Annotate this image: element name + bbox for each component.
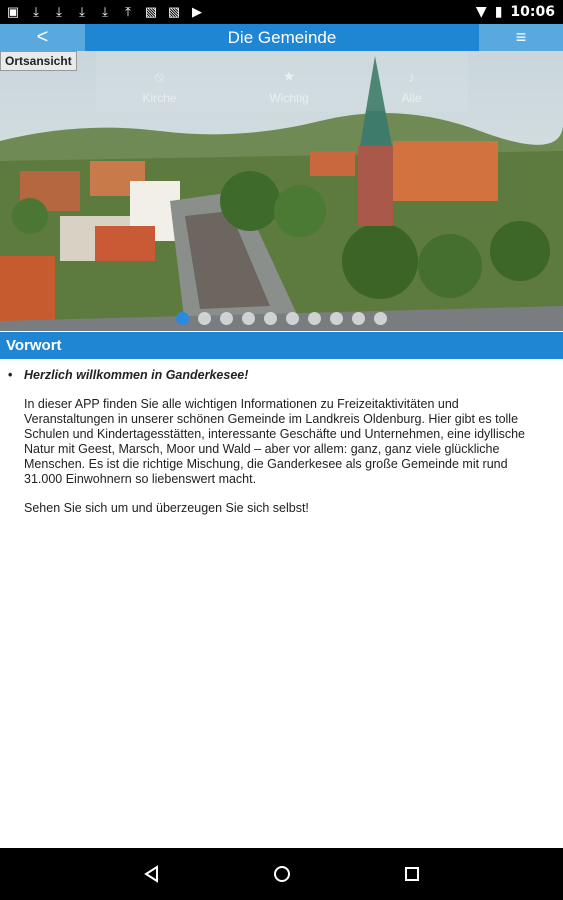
carousel-dot[interactable] bbox=[264, 312, 277, 325]
ghost-item-label: Wichtig bbox=[269, 91, 309, 105]
play-store-icon: ▶ bbox=[192, 4, 202, 19]
star-icon: ★ bbox=[282, 68, 296, 84]
image-icon: ▣ bbox=[6, 4, 20, 19]
system-icons bbox=[476, 4, 555, 20]
photo-icon: ▧ bbox=[167, 4, 181, 19]
home-circle-icon bbox=[272, 864, 292, 884]
notification-icons bbox=[6, 4, 204, 20]
hidden-filter-menu bbox=[96, 51, 468, 111]
foreword-content bbox=[0, 368, 563, 516]
status-time: 10:06 bbox=[510, 4, 555, 20]
carousel-dot[interactable] bbox=[176, 312, 189, 325]
intro-paragraph: In dieser APP finden Sie alle wichtigen Informationen zu Freizeitaktivitäten und Veranstaltungen in unserer schönen Gemeinde im Landkreis Oldenburg. Hier gibt es tolle Schulen und Kindertagesstätten, interessante Geschäfte und Unternehmen, eine idyllische Natur mit Geest, Marsch, Moor und Wald – aber vor allem: ganz, ganz viele glückliche Menschen. Es ist die richtige Mischung, die Ganderkesee als große Gemeinde mit rund 31.000 Einwohnern so liebenswert macht. bbox=[24, 397, 526, 486]
wifi-icon: ▼ bbox=[475, 4, 487, 20]
section-title: Vorwort bbox=[0, 332, 563, 359]
ban-icon: ⦸ bbox=[154, 68, 165, 84]
app-bar bbox=[0, 24, 563, 51]
system-nav-bar bbox=[0, 848, 563, 900]
menu-button[interactable]: ≡ bbox=[515, 27, 527, 47]
nav-recent-button[interactable] bbox=[392, 854, 432, 894]
back-triangle-icon bbox=[143, 865, 161, 883]
ghost-item-label: Kirche bbox=[142, 91, 177, 105]
carousel-dot[interactable] bbox=[286, 312, 299, 325]
download-icon: ⤓ bbox=[102, 4, 108, 19]
list-item bbox=[8, 368, 549, 383]
carousel-dot[interactable] bbox=[308, 312, 321, 325]
download-icon: ⤓ bbox=[56, 4, 62, 19]
ghost-item-wichtig bbox=[269, 68, 308, 105]
carousel-dot[interactable] bbox=[352, 312, 365, 325]
battery-icon: ▮ bbox=[494, 4, 503, 20]
image-carousel[interactable] bbox=[0, 51, 563, 331]
carousel-dot[interactable] bbox=[242, 312, 255, 325]
ghost-item-label: Alle bbox=[401, 91, 422, 105]
welcome-heading: Herzlich willkommen in Ganderkesee! bbox=[24, 368, 249, 382]
nav-home-button[interactable] bbox=[262, 854, 302, 894]
carousel-dot[interactable] bbox=[330, 312, 343, 325]
download-icon: ⤓ bbox=[79, 4, 85, 19]
closing-paragraph: Sehen Sie sich um und überzeugen Sie sich selbst! bbox=[24, 501, 309, 515]
upload-icon: ⤒ bbox=[125, 4, 131, 19]
download-icon: ⤓ bbox=[33, 4, 39, 19]
status-bar bbox=[0, 0, 563, 24]
carousel-dot[interactable] bbox=[374, 312, 387, 325]
bullet-marker: • bbox=[8, 368, 13, 382]
carousel-dot[interactable] bbox=[220, 312, 233, 325]
image-caption: Ortsansicht bbox=[0, 51, 77, 71]
ghost-item-alle bbox=[402, 69, 422, 105]
ghost-item-kirche bbox=[142, 68, 176, 105]
page-title: Die Gemeinde bbox=[85, 24, 479, 51]
photo-icon: ▧ bbox=[144, 4, 158, 19]
carousel-indicators bbox=[0, 312, 563, 325]
bell-icon: ♪ bbox=[408, 69, 416, 85]
back-button[interactable]: < bbox=[36, 26, 49, 48]
nav-back-button[interactable] bbox=[132, 854, 172, 894]
recent-apps-icon bbox=[403, 865, 421, 883]
carousel-dot[interactable] bbox=[198, 312, 211, 325]
